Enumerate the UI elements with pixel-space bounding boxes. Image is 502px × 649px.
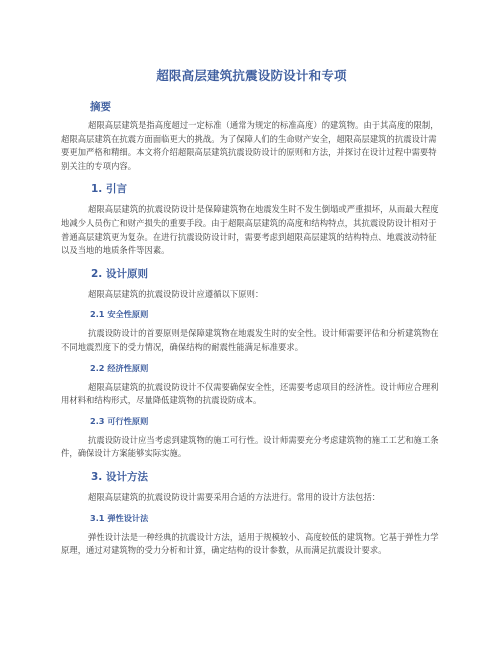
subsection-3-1-heading: 3.1 弹性设计法 bbox=[90, 512, 149, 523]
subsection-2-2-paragraph: 超限高层建筑的抗震设防设计不仅需要确保安全性，还需要考虑项目的经济性。设计师应合理利用材料和结构形式，尽量降低建筑物的抗震设防成本。 bbox=[61, 381, 439, 406]
section-1-paragraph: 超限高层建筑的抗震设防设计是保障建筑物在地震发生时不发生倒塌或严重损坏，从而最大程度地减少人员伤亡和财产损失的重要手段。由于超限高层建筑的高度和结构特点，其抗震设防设计相对于普通高层建筑更为复杂。在进行抗震设防设计时，需要考虑到超限高层建筑的结构特点、地震波动特征以及当地的地质条件等因素。 bbox=[61, 204, 439, 256]
abstract-paragraph: 超限高层建筑是指高度超过一定标准（通常为规定的标准高度）的建筑物。由于其高度的限制，超限高层建筑在抗震方面面临更大的挑战。为了保障人们的生命财产安全，超限高层建筑的抗震设计需要更加严格和精细。本文将介绍超限高层建筑抗震设防设计的原则和方法，并探讨在设计过程中需要特别关注的专项内容。 bbox=[61, 120, 439, 171]
abstract-heading: 摘要 bbox=[90, 101, 111, 113]
subsection-2-3-paragraph: 抗震设防设计应当考虑到建筑物的施工可行性。设计师需要充分考虑建筑物的施工工艺和施工条件，确保设计方案能够实际实施。 bbox=[61, 434, 439, 459]
subsection-2-1-heading: 2.1 安全性原则 bbox=[90, 309, 149, 320]
section-3-intro: 超限高层建筑的抗震设防设计需要采用合适的方法进行。常用的设计方法包括： bbox=[88, 491, 381, 502]
section-2-intro: 超限高层建筑的抗震设防设计应遵循以下原则： bbox=[88, 288, 264, 299]
section-3-heading: 3. 设计方法 bbox=[91, 470, 148, 483]
subsection-2-1-paragraph: 抗震设防设计的首要原则是保障建筑物在地震发生时的安全性。设计师需要评估和分析建筑物在不同地震烈度下的受力情况，确保结构的耐震性能满足标准要求。 bbox=[61, 328, 439, 352]
section-1-heading: 1. 引言 bbox=[91, 183, 127, 196]
section-2-heading: 2. 设计原则 bbox=[91, 267, 148, 280]
subsection-2-2-heading: 2.2 经济性原则 bbox=[90, 362, 149, 373]
subsection-2-3-heading: 2.3 可行性原则 bbox=[90, 415, 149, 426]
document-title: 超限高层建筑抗震设防设计和专项 bbox=[156, 68, 347, 83]
subsection-3-1-paragraph: 弹性设计法是一种经典的抗震设计方法，适用于规模较小、高度较低的建筑物。它基于弹性力学原理，通过对建筑物的受力分析和计算，确定结构的设计参数，从而满足抗震设计要求。 bbox=[61, 531, 439, 556]
